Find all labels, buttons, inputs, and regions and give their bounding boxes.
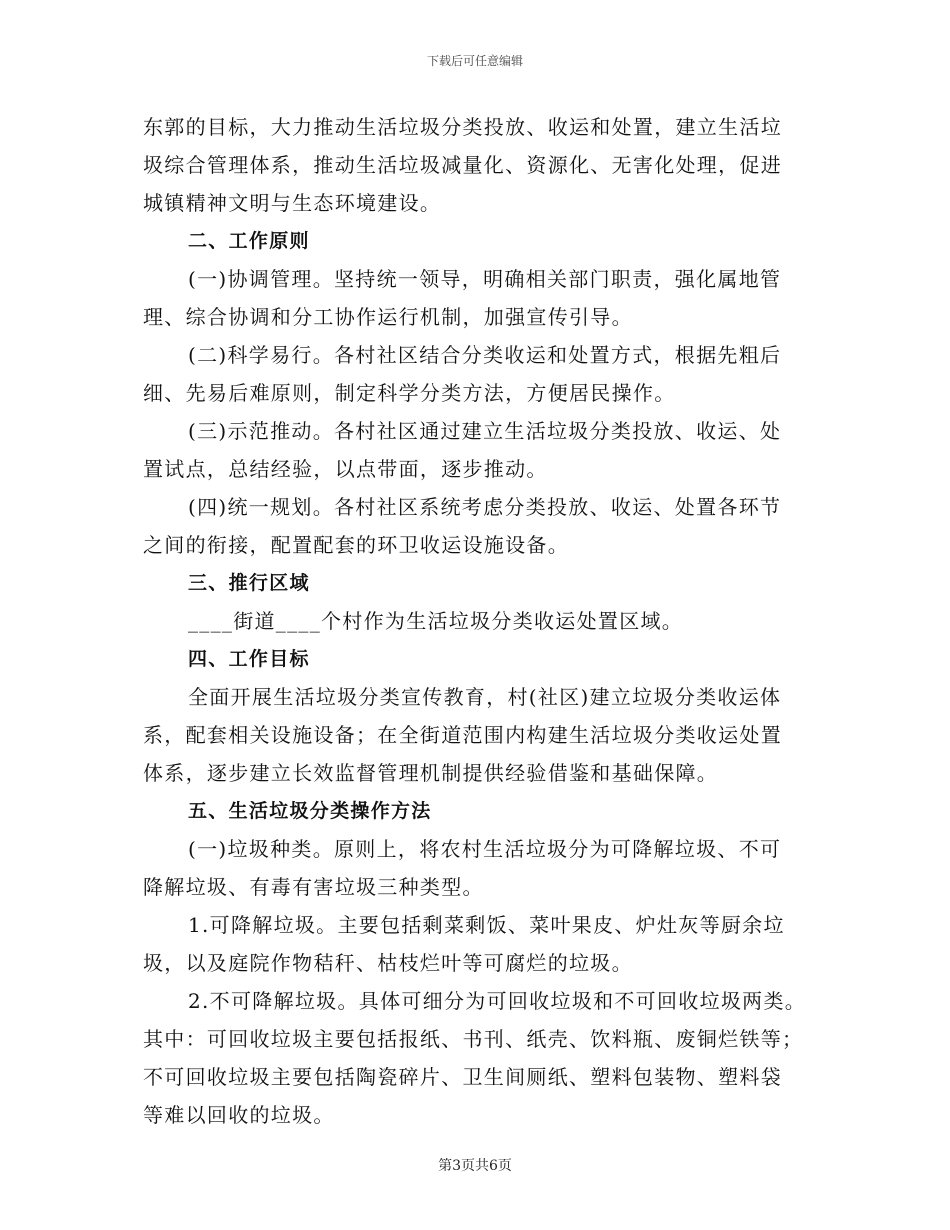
paragraph-line: 其中：可回收垃圾主要包括报纸、书刊、纸壳、饮料瓶、废铜烂铁等； [143,1027,804,1051]
paragraph-line: 圾，以及庭院作物秸秆、枯枝烂叶等可腐烂的垃圾。 [143,951,633,975]
paragraph-line: 东郭的目标，大力推动生活垃圾分类投放、收运和处置，建立生活垃 [143,115,782,139]
paragraph-line: (三)示范推动。各村社区通过建立生活垃圾分类投放、收运、处 [188,419,782,443]
page-header-note: 下载后可任意编辑 [426,54,523,68]
paragraph-line: 城镇精神文明与生态环境建设。 [143,191,442,215]
section-heading: 四、工作目标 [188,648,310,670]
paragraph-line: 全面开展生活垃圾分类宣传教育，村(社区)建立垃圾分类收运体 [188,685,782,709]
paragraph-line: (一)协调管理。坚持统一领导，明确相关部门职责，强化属地管 [188,267,782,291]
section-heading: 五、生活垃圾分类操作方法 [188,800,432,822]
paragraph-line: (四)统一规划。各村社区系统考虑分类投放、收运、处置各环节 [188,495,782,519]
paragraph-line: 1.可降解垃圾。主要包括剩菜剩饭、菜叶果皮、炉灶灰等厨余垃 [188,913,785,937]
paragraph-line: 理、综合协调和分工协作运行机制，加强宣传引导。 [143,305,633,329]
paragraph-line: (二)科学易行。各村社区结合分类收运和处置方式，根据先粗后 [188,343,782,367]
paragraph-line: 圾综合管理体系，推动生活垃圾减量化、资源化、无害化处理，促进 [143,153,782,177]
paragraph-line: 降解垃圾、有毒有害垃圾三种类型。 [143,875,484,899]
paragraph-line: 等难以回收的垃圾。 [143,1103,335,1127]
paragraph-line: 置试点，总结经验，以点带面，逐步推动。 [143,457,548,481]
paragraph-line: 不可回收垃圾主要包括陶瓷碎片、卫生间厕纸、塑料包装物、塑料袋 [143,1065,782,1089]
paragraph-line: 之间的衔接，配置配套的环卫收运设施设备。 [143,533,569,557]
paragraph-line: 细、先易后难原则，制定科学分类方法，方便居民操作。 [143,381,676,405]
paragraph-line: 2.不可降解垃圾。具体可细分为可回收垃圾和不可回收垃圾两类。 [188,989,807,1013]
section-heading: 二、工作原则 [188,230,310,252]
paragraph-line: 体系，逐步建立长效监督管理机制提供经验借鉴和基础保障。 [143,761,719,785]
document-body [143,108,811,1134]
section-heading: 三、推行区域 [188,572,310,594]
paragraph-line: 系，配套相关设施设备；在全街道范围内构建生活垃圾分类收运处置 [143,723,782,747]
page-footer-pagination: 第3页共6页 [438,1158,512,1174]
paragraph-line: ____街道____个村作为生活垃圾分类收运处置区域。 [188,609,684,633]
paragraph-line: (一)垃圾种类。原则上，将农村生活垃圾分为可降解垃圾、不可 [188,837,782,861]
